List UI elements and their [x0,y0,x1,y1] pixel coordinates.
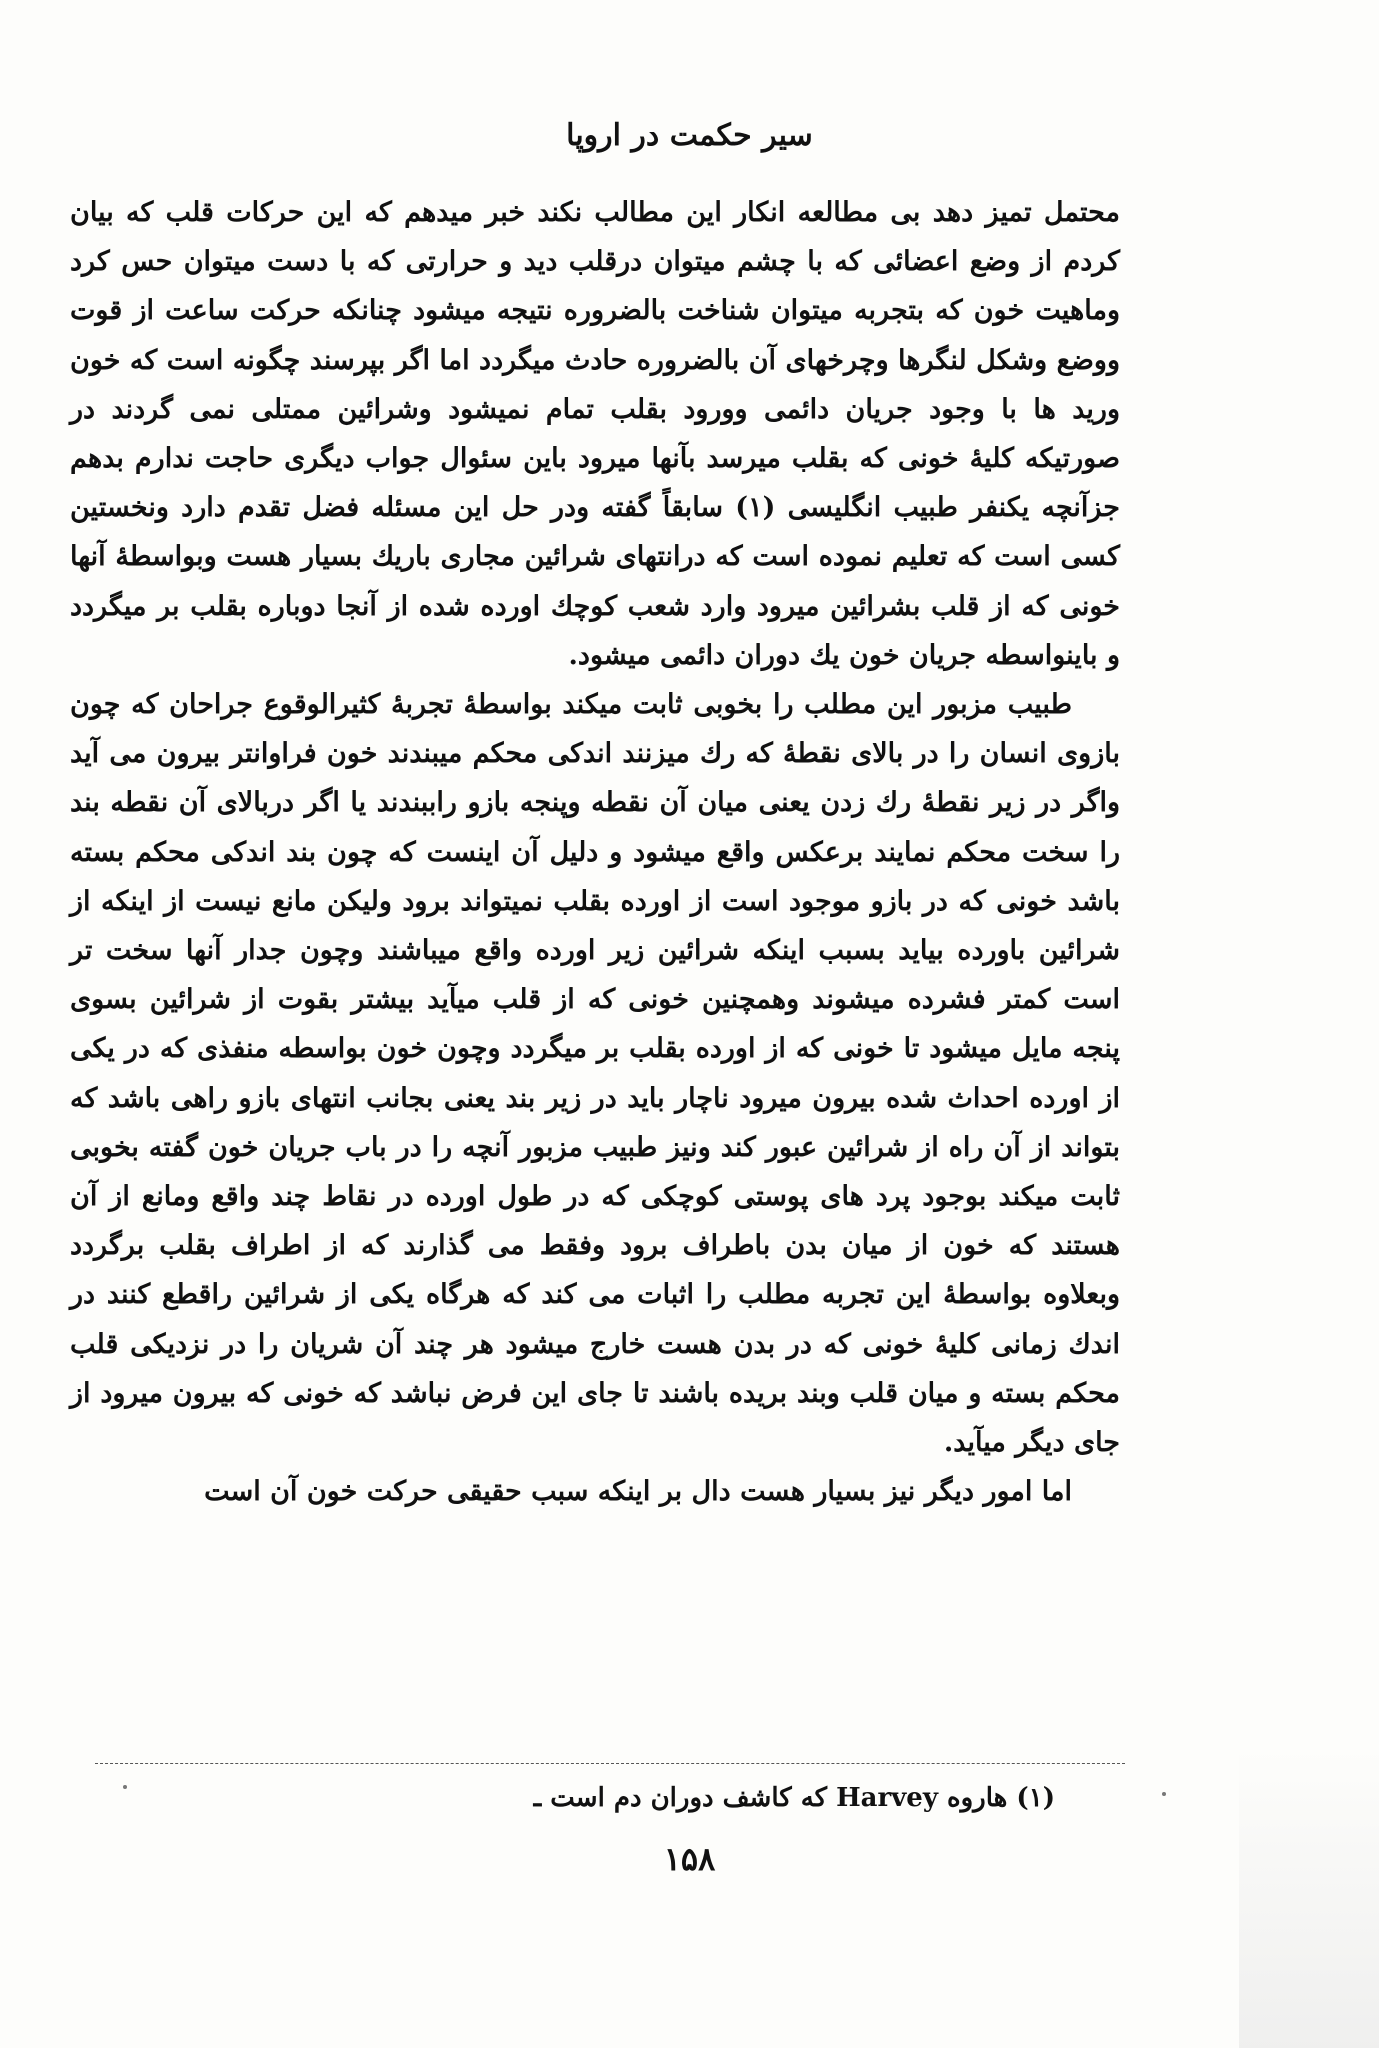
scan-shadow [1239,1748,1379,2048]
footnote-divider [95,1763,1125,1764]
footnote: (۱) هاروه Harvey که کاشف دوران دم است ـ [533,1783,1055,1813]
body-text [70,188,1120,1516]
paragraph-2: طبیب مزبور این مطلب را بخوبی ثابت میکند بواسطهٔ تجربهٔ کثیرالوقوع جراحان که چون بازوی انسان را در بالای نقطهٔ که رك میزنند اندکی محکم میبندند خون فراوانتر بیرون می آید واگر در زیر نقطهٔ رك زدن یعنی میان آن نقطه وپنجه بازو راببندند یا اگر دربالای آن نقطه بند را سخت محکم نمایند برعکس واقع میشود و دلیل آن اینست که چون بند اندکی محکم بسته باشد خونی که در بازو موجود است از اورده بقلب نمیتواند برود ولیکن مانع نیست از اینکه از شرائین باورده بیاید بسبب اینکه شرائین زیر اورده واقع میباشند وچون جدار آنها سخت تر است کمتر فشرده میشوند وهمچنین خونی که از قلب میآید بیشتر بقوت از شرائین بسوی پنجه مایل میشود تا خونی که از اورده بقلب بر میگردد وچون خون بواسطه منفذی که در یکی از اورده احداث شده بیرون میرود ناچار باید در زیر بند یعنی بجانب انتهای بازو راهی باشد که بتواند از آن راه از شرائین عبور کند ونیز طبیب مزبور آنچه را در باب جریان خون گفته بخوبی ثابت میکند بوجود پرد های پوستی کوچکی که در طول اورده در نقاط چند واقع ومانع از آن هستند که خون از میان بدن باطراف برود وفقط می گذارند که از اطراف بقلب برگردد وبعلاوه بواسطهٔ این تجربه مطلب را اثبات می کند که هرگاه یکی از شرائین راقطع کنند در اندك زمانی کلیهٔ خونی که در بدن هست خارج میشود هر چند آن شریان را در نزدیکی قلب محکم بسته و میان قلب وبند بریده باشند تا جای این فرض نباشد که خونی که بیرون میرود از جای دیگر میآید. [70,689,1120,1459]
stray-mark [123,1785,127,1789]
paragraph-1: محتمل تمیز دهد بی مطالعه انکار این مطالب نکند خبر میدهم که این حرکات قلب که بیان کردم از وضع اعضائی که با چشم میتوان درقلب دید و حرارتی که با دست میتوان حس کرد وماهیت خون که بتجربه میتوان شناخت بالضروره نتیجه میشود چنانکه حرکت ساعت از قوت ووضع وشکل لنگرها وچرخهای آن بالضروره حادث میگردد اما اگر بپرسند چگونه است که خون ورید ها با وجود جریان دائمی وورود بقلب تمام نمیشود وشرائین ممتلی نمی گردند در صورتیکه کلیهٔ خونی که بقلب میرسد بآنها میرود باین سئوال جواب دیگری حاجت ندارم بدهم جزآنچه یکنفر طبیب انگلیسی (۱) سابقاً گفته ودر حل این مسئله فضل تقدم دارد ونخستین کسی است که تعلیم نموده است که درانتهای شرائین مجاری باریك بسیار هست وبواسطهٔ آنها خونی که از قلب بشرائین میرود وارد شعب کوچك اورده شده از آنجا دوباره بقلب بر میگردد و باینواسطه جریان خون یك دوران دائمی میشود. [70,197,1120,671]
paragraph-3: اما امور دیگر نیز بسیار هست دال بر اینکه سبب حقیقی حرکت خون آن است [204,1476,1072,1508]
page-number: ۱۵۸ [663,1840,716,1878]
stray-mark [1162,1792,1166,1796]
running-header: سیر حکمت در اروپا [566,118,813,153]
